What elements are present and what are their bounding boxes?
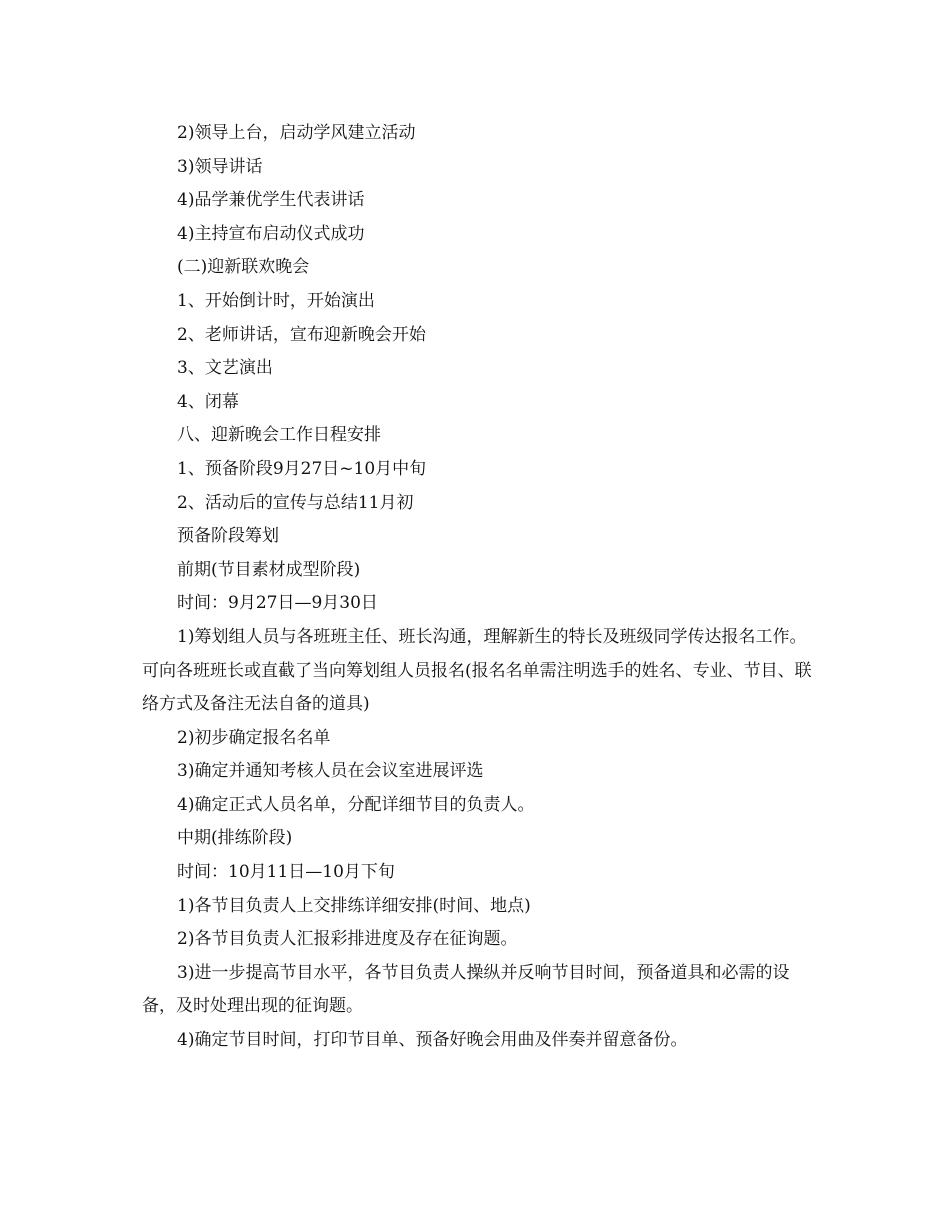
paragraph: 3、文艺演出 (177, 358, 273, 379)
section-heading: 预备阶段筹划 (177, 526, 279, 547)
paragraph: 4)确定节目时间，打印节目单、预备好晚会用曲及伴奏并留意备份。 (177, 1030, 688, 1051)
paragraph: 1)筹划组人员与各班班主任、班长沟通，理解新生的特长及班级同学传达报名工作。可向各班班长或直截了当向筹划组人员报名(报名名单需注明选手的姓名、专业、节目、联络方式及备注无法自备的道具) (142, 626, 812, 715)
paragraph: 2)初步确定报名名单 (177, 727, 331, 748)
paragraph: 时间：10月11日—10月下旬 (177, 862, 395, 883)
document-body (142, 117, 822, 1058)
paragraph: 2、活动后的宣传与总结11月初 (177, 492, 414, 513)
paragraph: 2)领导上台，启动学风建立活动 (177, 123, 416, 143)
paragraph: 4)品学兼优学生代表讲话 (177, 190, 365, 211)
paragraph: 1、开始倒计时，开始演出 (177, 290, 375, 311)
section-heading: (二)迎新联欢晚会 (177, 257, 310, 278)
paragraph: 1)各节目负责人上交排练详细安排(时间、地点) (177, 895, 531, 916)
paragraph: 1、预备阶段9月27日~10月中旬 (177, 458, 427, 479)
section-heading: 中期(排练阶段) (177, 828, 293, 849)
paragraph: 4、闭幕 (177, 391, 239, 412)
section-heading: 八、迎新晚会工作日程安排 (177, 425, 381, 446)
paragraph: 2)各节目负责人汇报彩排进度及存在征询题。 (177, 929, 518, 950)
paragraph: 3)领导讲话 (177, 156, 263, 177)
paragraph: 3)确定并通知考核人员在会议室进展评选 (177, 761, 484, 782)
section-heading: 前期(节目素材成型阶段) (177, 559, 361, 580)
paragraph: 2、老师讲话，宣布迎新晚会开始 (177, 324, 426, 345)
paragraph: 4)主持宣布启动仪式成功 (177, 223, 365, 244)
paragraph: 时间：9月27日—9月30日 (177, 593, 378, 614)
paragraph: 4)确定正式人员名单，分配详细节目的负责人。 (177, 794, 535, 815)
paragraph: 3)进一步提高节目水平，各节目负责人操纵并反响节目时间，预备道具和必需的设备，及时处理出现的征询题。 (142, 962, 790, 1017)
